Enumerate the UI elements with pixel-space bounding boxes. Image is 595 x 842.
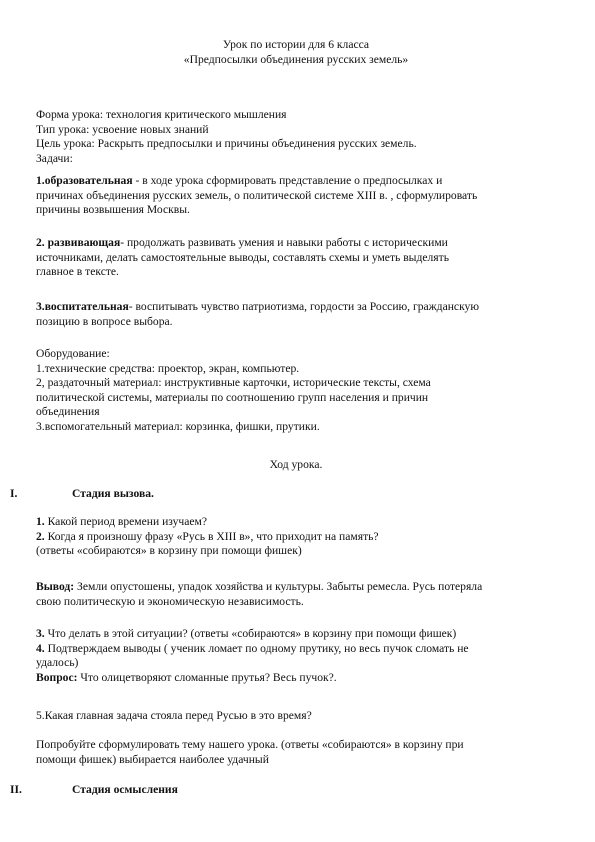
task-head: 2. развивающая bbox=[36, 236, 121, 249]
title-line-2: «Предпосылки объединения русских земель» bbox=[183, 52, 409, 66]
conclusion-label: Вывод: bbox=[36, 580, 75, 593]
equipment-line: политической системы, материалы по соотношению групп населения и причин bbox=[36, 390, 429, 404]
task-text: - воспитывать чувство патриотизма, гордости за Россию, гражданскую bbox=[128, 300, 480, 313]
task-upbringing bbox=[36, 300, 556, 329]
lesson-goal: Цель урока: Раскрыть предпосылки и причины объединения русских земель. bbox=[36, 137, 417, 151]
tasks-label: Задачи: bbox=[36, 151, 73, 165]
equipment-line: 2, раздаточный материал: инструктивные карточки, исторические тексты, схема bbox=[36, 376, 431, 390]
prompt-line: помощи фишек) выбирается наиболее удачный bbox=[36, 752, 269, 766]
question-text: удалось) bbox=[36, 656, 79, 670]
conclusion-text: свою политическую и экономическую независимость. bbox=[36, 594, 304, 608]
task-text-line: причины возвышения Москвы. bbox=[36, 203, 190, 217]
question-number: 2. bbox=[36, 529, 45, 543]
title-line-1: Урок по истории для 6 класса bbox=[222, 38, 370, 51]
lesson-type: Тип урока: усвоение новых знаний bbox=[36, 122, 209, 136]
task-text: - в ходе урока сформировать представление о предпосылках и bbox=[132, 174, 443, 187]
task-text-line: главное в тексте. bbox=[36, 265, 119, 279]
question-label: Вопрос: bbox=[36, 670, 78, 684]
question-text: Какой период времени изучаем? bbox=[44, 515, 208, 528]
task-developing bbox=[36, 236, 556, 280]
question-number: 1. bbox=[36, 515, 45, 528]
equipment-line: 3.вспомогательный материал: корзинка, фишки, прутики. bbox=[36, 419, 320, 433]
question-number: 3. bbox=[36, 627, 45, 640]
task-text-line: позицию в вопросе выбора. bbox=[36, 314, 173, 328]
stage-1-discussion bbox=[36, 627, 556, 685]
question-text: Подтверждаем выводы ( ученик ломает по одному прутику, но весь пучок сломать не bbox=[44, 641, 469, 655]
lesson-intro bbox=[36, 108, 556, 166]
lesson-form: Форма урока: технология критического мышления bbox=[36, 108, 287, 121]
question-text: Что олицетворяют сломанные прутья? Весь пучок?. bbox=[77, 670, 337, 684]
conclusion bbox=[36, 580, 556, 609]
stage-title: Стадия вызова. bbox=[72, 487, 154, 500]
stage-title: Стадия осмысления bbox=[72, 783, 178, 796]
task-educational bbox=[36, 174, 556, 218]
task-text: - продолжать развивать умения и навыки работы с историческими bbox=[120, 236, 448, 249]
course-title: Ход урока. bbox=[269, 458, 323, 471]
main-task-question: 5.Какая главная задача стояла перед Русью в это время? bbox=[36, 709, 312, 722]
question-text: Когда я произношу фразу «Русь в XIII в», что приходит на память? bbox=[44, 529, 379, 543]
conclusion-text: Земли опустошены, упадок хозяйства и культуры. Забыты ремесла. Русь потеряла bbox=[74, 580, 483, 593]
task-text-line: источниками, делать самостоятельные выводы, составлять схемы и уметь выделять bbox=[36, 250, 449, 264]
equipment-line: 1.технические средства: проектор, экран, компьютер. bbox=[36, 361, 300, 375]
stage-numeral: I. bbox=[10, 487, 18, 500]
stage-1-questions bbox=[36, 515, 556, 559]
task-head: 1.образовательная bbox=[36, 174, 133, 187]
lesson-topic-prompt bbox=[36, 738, 556, 767]
equipment-label: Оборудование: bbox=[36, 347, 110, 360]
task-text-line: причинах объединения русских земель, о политической системе XIII в. , сформулировать bbox=[36, 188, 478, 202]
stage-numeral: II. bbox=[10, 783, 22, 796]
document-title bbox=[36, 38, 556, 67]
equipment-section bbox=[36, 347, 556, 435]
equipment-line: объединения bbox=[36, 405, 100, 419]
question-note: (ответы «собираются» в корзину при помощи фишек) bbox=[36, 544, 302, 558]
question-text: Что делать в этой ситуации? (ответы «собираются» в корзину при помощи фишек) bbox=[44, 627, 457, 640]
prompt-line: Попробуйте сформулировать тему нашего урока. (ответы «собираются» в корзину при bbox=[36, 738, 464, 751]
task-head: 3.воспитательная bbox=[36, 300, 129, 313]
question-number: 4. bbox=[36, 641, 45, 655]
